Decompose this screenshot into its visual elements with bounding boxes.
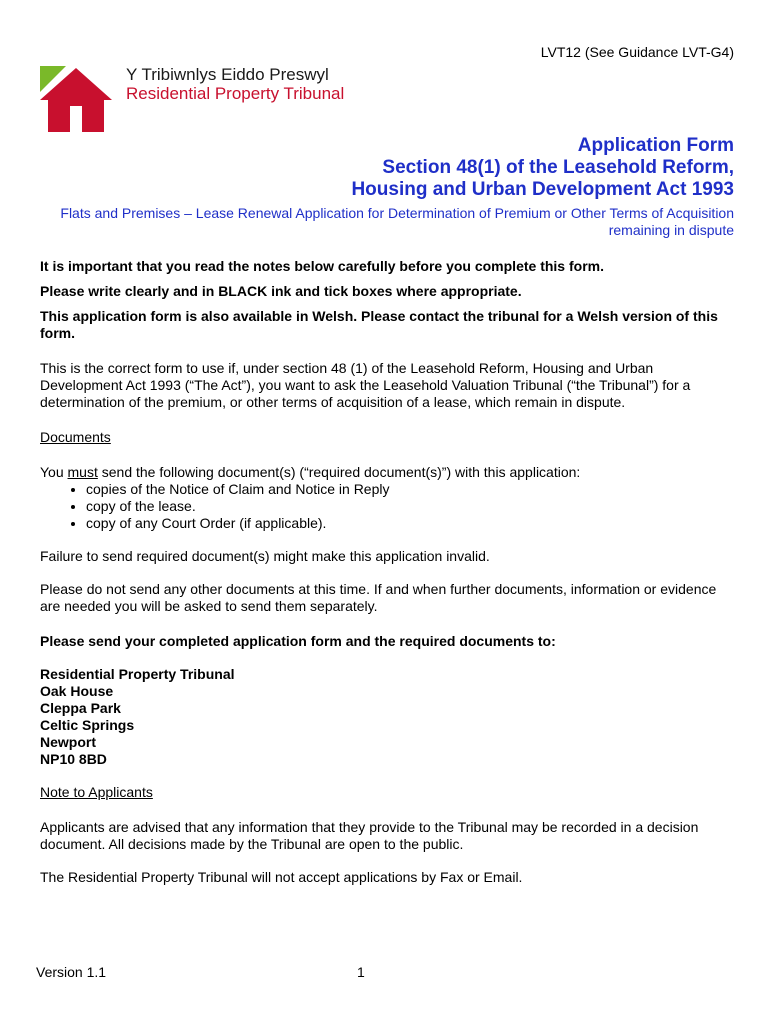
documents-heading: Documents (40, 429, 111, 445)
form-title-act: Housing and Urban Development Act 1993 (351, 179, 734, 200)
address-line: Cleppa Park (40, 700, 121, 716)
form-notes (40, 258, 734, 886)
form-subtitle: Flats and Premises – Lease Renewal Application for Determination of Premium or Other Terms of Acquisition remaining in dispute (60, 205, 734, 238)
footer-version: Version 1.1 (36, 964, 107, 980)
fax-email-note: The Residential Property Tribunal will not accept applications by Fax or Email. (40, 869, 523, 885)
note-to-applicants-text: Applicants are advised that any information that they provide to the Tribunal may be recorded in a decision document. All decisions made by the Tribunal are open to the public. (40, 819, 699, 852)
note-black-ink: Please write clearly and in BLACK ink and tick boxes where appropriate. (40, 283, 522, 299)
address-line: NP10 8BD (40, 751, 107, 767)
form-reference: LVT12 (See Guidance LVT-G4) (540, 44, 734, 60)
documents-lead-rest: send the following document(s) (“required document(s)”) with this application: (101, 464, 581, 480)
note-welsh-version: This application form is also available in Welsh. Please contact the tribunal for a Welsh version of this form. (40, 308, 718, 341)
logo-english-name: Residential Property Tribunal (126, 84, 345, 103)
note-important: It is important that you read the notes below carefully before you complete this form. (40, 258, 604, 274)
intro-paragraph: This is the correct form to use if, under section 48 (1) of the Leasehold Reform, Housing and Urban Development Act 1993 (“The Act”), you want to ask the Leasehold Valuation Tribunal (“the Tribunal”) for a determination of the premium, or other terms of acquisition of a lease, which remain in dispute. (40, 360, 691, 410)
documents-lead-you: You (40, 464, 64, 480)
tribunal-logo (40, 66, 360, 136)
address-line: Celtic Springs (40, 717, 135, 733)
form-title-section: Section 48(1) of the Leasehold Reform, (382, 157, 734, 178)
note-to-applicants-heading: Note to Applicants (40, 784, 153, 800)
list-item: • copy of any Court Order (if applicable). (86, 515, 734, 532)
logo-welsh-name: Y Tribiwnlys Eiddo Preswyl (126, 65, 329, 84)
documents-lead-must: must (67, 464, 98, 480)
form-title: Application Form (577, 135, 734, 156)
form-title-block (34, 135, 734, 239)
tribunal-address (40, 666, 734, 768)
list-item: • copy of the lease. (86, 498, 734, 515)
required-documents-list (40, 481, 734, 532)
list-item: • copies of the Notice of Claim and Notice in Reply (86, 481, 734, 498)
address-line: Newport (40, 734, 96, 750)
other-documents-note: Please do not send any other documents at this time. If and when further documents, information or evidence are needed you will be asked to send them separately. (40, 581, 717, 614)
documents-lead (40, 464, 734, 481)
failure-warning: Failure to send required document(s) might make this application invalid. (40, 548, 490, 564)
address-line: Oak House (40, 683, 114, 699)
send-to-heading: Please send your completed application form and the required documents to: (40, 633, 556, 649)
address-line: Residential Property Tribunal (40, 666, 235, 682)
house-logo-icon (40, 66, 112, 134)
page-number: 1 (357, 964, 365, 980)
